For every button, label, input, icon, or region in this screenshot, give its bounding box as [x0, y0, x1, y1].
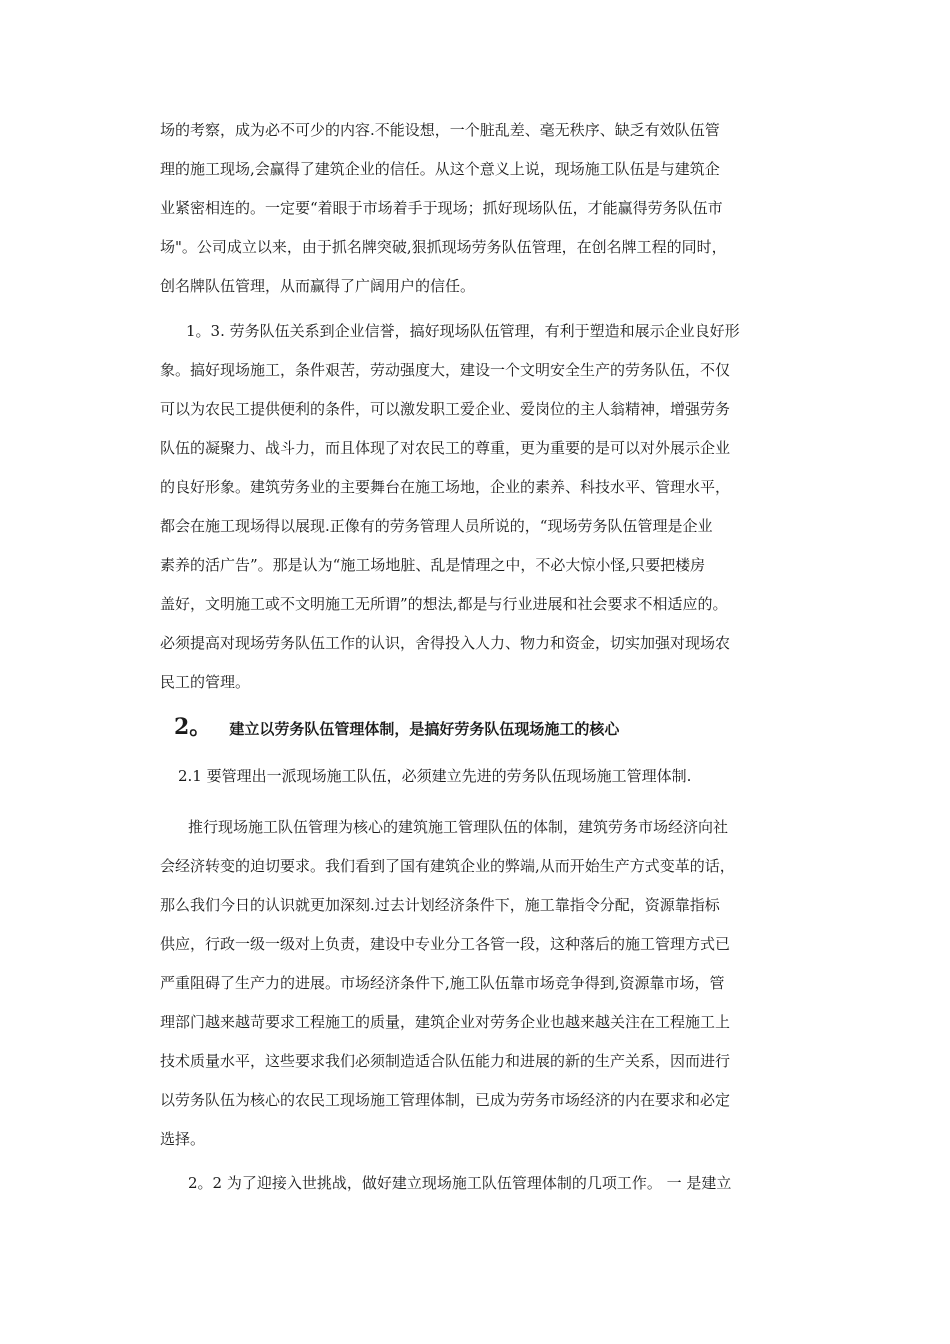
text-line: 以劳务队伍为核心的农民工现场施工管理体制，已成为劳务市场经济的内在要求和必定 — [160, 1091, 731, 1109]
text-line: 2.1 要管理出一派现场施工队伍，必须建立先进的劳务队伍现场施工管理体制. — [178, 767, 692, 785]
text-line: 素养的活广告”。那是认为“施工场地脏、乱是情理之中，不必大惊小怪,只要把楼房 — [160, 556, 706, 574]
text-line: 供应，行政一级一级对上负责，建设中专业分工各管一段，这种落后的施工管理方式已 — [160, 935, 731, 953]
text-line: 1。3. 劳务队伍关系到企业信誉，搞好现场队伍管理，有利于塑造和展示企业良好形 — [186, 322, 740, 340]
text-line: 象。搞好现场施工，条件艰苦，劳动强度大，建设一个文明安全生产的劳务队伍，不仅 — [160, 361, 731, 379]
text-line: 队伍的凝聚力、战斗力，而且体现了对农民工的尊重，更为重要的是可以对外展示企业 — [160, 439, 731, 457]
text-line: 创名牌队伍管理，从而赢得了广阔用户的信任。 — [160, 277, 476, 295]
text-line: 严重阻碍了生产力的进展。市场经济条件下,施工队伍靠市场竞争得到,资源靠市场，管 — [160, 974, 725, 992]
text-line: 那么我们今日的认识就更加深刻.过去计划经济条件下，施工靠指令分配，资源靠指标 — [160, 896, 720, 914]
text-line: 的良好形象。建筑劳务业的主要舞台在施工场地，企业的素养、科技水平、管理水平， — [160, 478, 731, 496]
text-line: 可以为农民工提供便利的条件，可以激发职工爱企业、爱岗位的主人翁精神，增强劳务 — [160, 400, 731, 418]
text-line: 选择。 — [160, 1130, 206, 1148]
text-line: 会经济转变的迫切要求。我们看到了国有建筑企业的弊端,从而开始生产方式变革的话， — [160, 857, 735, 875]
text-line: 场"。公司成立以来，由于抓名牌突破,狠抓现场劳务队伍管理，在创名牌工程的同时， — [160, 238, 727, 256]
text-line: 民工的管理。 — [160, 673, 251, 691]
text-line: 理部门越来越苛要求工程施工的质量，建筑企业对劳务企业也越来越关注在工程施工上 — [160, 1013, 731, 1031]
section-number: 2。 — [174, 714, 212, 740]
section-heading — [160, 710, 619, 741]
text-line: 场的考察，成为必不可少的内容.不能设想，一个脏乱差、毫无秩序、缺乏有效队伍管 — [160, 121, 720, 139]
text-line: 必须提高对现场劳务队伍工作的认识，舍得投入人力、物力和资金，切实加强对现场农 — [160, 634, 731, 652]
text-line: 2。2 为了迎接入世挑战，做好建立现场施工队伍管理体制的几项工作。 一 是建立 — [188, 1174, 732, 1192]
text-line: 盖好，文明施工或不文明施工无所谓”的想法,都是与行业进展和社会要求不相适应的。 — [160, 595, 728, 613]
text-line: 推行现场施工队伍管理为核心的建筑施工管理队伍的体制，建筑劳务市场经济向社 — [188, 818, 729, 836]
text-line: 技术质量水平，这些要求我们必须制造适合队伍能力和进展的新的生产关系，因而进行 — [160, 1052, 731, 1070]
text-line: 理的施工现场,会赢得了建筑企业的信任。从这个意义上说，现场施工队伍是与建筑企 — [160, 160, 720, 178]
text-line: 都会在施工现场得以展现.正像有的劳务管理人员所说的，“现场劳务队伍管理是企业 — [160, 517, 713, 535]
section-title: 建立以劳务队伍管理体制，是搞好劳务队伍现场施工的核心 — [229, 720, 620, 738]
text-line: 业紧密相连的。一定要“着眼于市场着手于现场；抓好现场队伍，才能赢得劳务队伍市 — [160, 199, 723, 217]
